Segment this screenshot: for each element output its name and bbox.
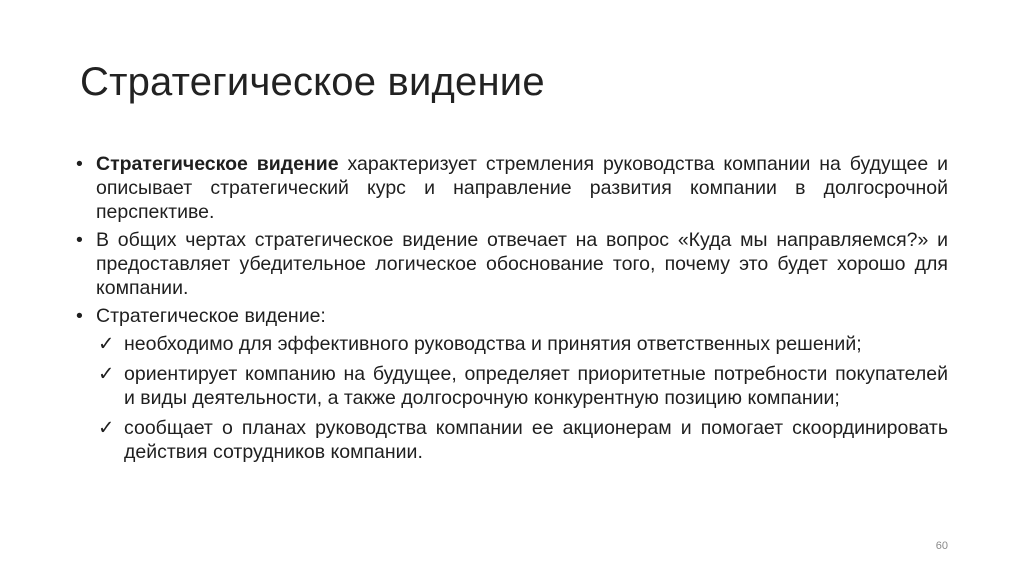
checklist-item-3	[76, 416, 948, 464]
bullet-3-text: Стратегическое видение:	[96, 305, 326, 327]
checklist-item-1	[76, 332, 948, 356]
slide-content	[76, 152, 948, 470]
checklist-item-text: необходимо для эффективного руководства и принятия ответственных решений;	[124, 333, 862, 355]
checklist-item-text: сообщает о планах руководства компании ее акционерам и помогает скоординировать действия сотрудников компании.	[124, 417, 948, 463]
slide-title: Стратегическое видение	[80, 60, 545, 104]
checkmark-icon: ✓	[98, 417, 115, 439]
bullet-item-3	[76, 304, 948, 328]
bullet-item-2	[76, 228, 948, 300]
bullet-icon: •	[76, 153, 83, 175]
bullet-1-text: характеризует стремления руководства компании на будущее и описывает стратегический курс и направление развития компании в долгосрочной перспективе.	[96, 153, 948, 223]
checklist-item-text: ориентирует компанию на будущее, определяет приоритетные потребности покупателей и виды деятельности, а также долгосрочную конкурентную позицию компании;	[124, 363, 948, 409]
bullet-1-bold-term: Стратегическое видение	[96, 153, 339, 175]
bullet-item-1	[76, 152, 948, 224]
bullet-icon: •	[76, 305, 83, 327]
checkmark-icon: ✓	[98, 363, 115, 385]
bullet-2-text: В общих чертах стратегическое видение отвечает на вопрос «Куда мы направляемся?» и предоставляет убедительное логическое обоснование того, почему это будет хорошо для компании.	[96, 229, 948, 299]
checklist-item-2	[76, 362, 948, 410]
bullet-icon: •	[76, 229, 83, 251]
page-number: 60	[935, 540, 948, 552]
checkmark-icon: ✓	[98, 333, 115, 355]
